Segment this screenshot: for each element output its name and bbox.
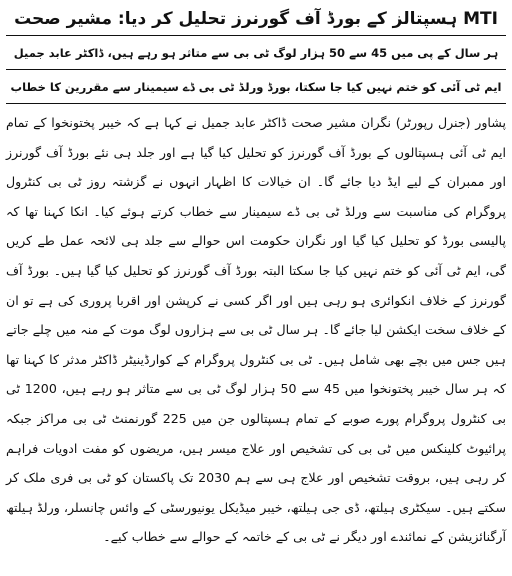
headline-sub-1: ہر سال کے پی میں 45 سے 50 ہزار لوگ ٹی بی سے متاثر ہو رہے ہیں، ڈاکٹر عابد جمیل <box>13 46 499 60</box>
headline-divider <box>6 69 506 70</box>
article-body: پشاور (جنرل رپورٹر) نگران مشیر صحت ڈاکٹر عابد جمیل نے کہا ہے کہ خیبر پختونخوا کے تمام ایم ٹی آئی ہسپتالوں کے بورڈ آف گورنرز کو تحلیل کیا گیا ہے اور جلد ہی نئے بورڈ آف گورنرز اور ممبران کے لیے ایڈ دیا جائے گا۔ ان خیالات کا اظہار انہوں نے گزشتہ روز ٹی بی کنٹرول پروگرام کی مناسبت سے ورلڈ ٹی بی ڈے سیمینار سے خطاب کرتے ہوئے کیا۔ انکا کہنا تھا کہ پالیسی بورڈ کو تحلیل کیا گیا اور نگران حکومت اس حوالے سے جلد ہی لائحہ عمل طے کریں گی، ایم ٹی آئی کو ختم نہیں کیا جا سکتا البتہ بورڈ آف گورنرز کو تحلیل کیا گیا ہیں۔ بورڈ آف گورنرز کے خلاف انکوائری ہو رہی ہیں اور اگر کسی نے کرپشن اور اقربا پروری کی ہے تو ان کے خلاف سخت ایکشن لیا جائے گا۔ ہر سال ٹی بی سے ہزاروں لوگ موت کے منہ میں چلے جاتے ہیں جس میں بچے بھی شامل ہیں۔ ٹی بی کنٹرول پروگرام کے کوارڈینیٹر ڈاکٹر مدثر کا کہنا تھا کہ ہر سال خیبر پختونخوا میں 45 سے 50 ہزار لوگ ٹی بی سے متاثر ہو رہے ہیں، 1200 ٹی بی کنٹرول پروگرام پورے صوبے کے تمام ہسپتالوں جن میں 225 گورنمنٹ ٹی بی مراکز جبکہ پرائیوٹ کلینکس میں ٹی بی کی تشخیص اور علاج میسر ہیں، مریضوں کو مفت ادویات فراہم کر رہی ہیں، بروقت تشخیص اور علاج ہی سے ہم 2030 تک پاکستان کو ٹی بی فری ملک کر سکتے ہیں۔ سیکٹری ہیلتھ، ڈی جی ہیلتھ، خیبر میڈیکل یونیورسٹی کے وائس چانسلر، ورلڈ ہیلتھ آرگنائزیشن کے نمائندے اور دیگر نے ٹی بی کے خاتمہ کے حوالے سے خطاب کیے۔ <box>6 115 506 545</box>
headline-divider <box>6 103 506 104</box>
headline-sub-2: ایم ٹی آئی کو ختم نہیں کیا جا سکتا، بورڈ ورلڈ ٹی بی ڈے سیمینار سے مقررین کا خطاب <box>10 80 502 94</box>
headline-main: MTI ہسپتالز کے بورڈ آف گورنرز تحلیل کر دیا: مشیر صحت <box>14 9 498 29</box>
headline-divider <box>6 35 506 36</box>
